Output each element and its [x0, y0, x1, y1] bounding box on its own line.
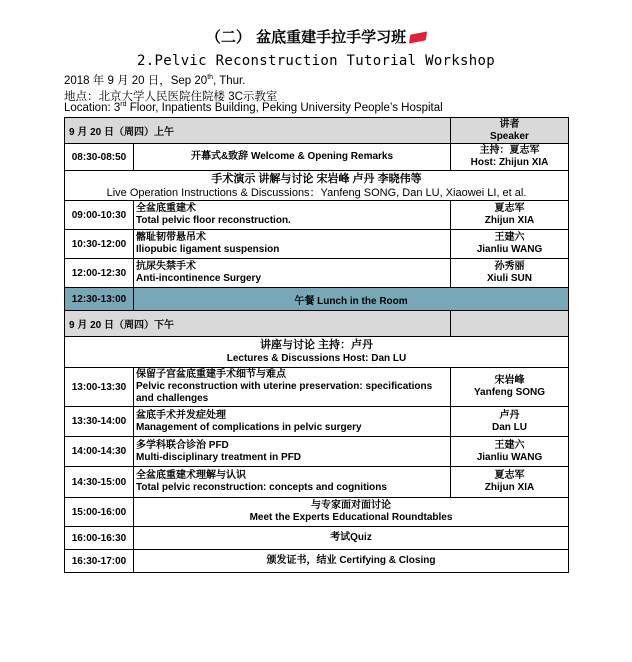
lunch-label: 午餐 Lunch in the Room — [134, 288, 569, 311]
afternoon-header: 9 月 20 日（周四）下午 — [65, 311, 451, 337]
session-speaker: 夏志军 Zhijun XIA — [451, 467, 569, 498]
schedule-table — [64, 117, 569, 573]
workshop-title: （二） 盆底重建手拉手学习班 — [0, 26, 632, 47]
live-operation: 手术演示 讲解与讨论 宋岩峰 卢丹 李晓伟等 Live Operation Instructions & Discussions：Yanfeng SONG, Dan LU, Xiaowei LI, et al. — [65, 171, 569, 201]
experts-row — [65, 498, 569, 527]
session-topic: 保留子宫盆底重建手术细节与难点 Pelvic reconstruction with uterine preservation: specifications and challenges — [134, 368, 451, 407]
lecture-host: 讲座与讨论 主持：卢丹 Lectures & Discussions Host: Dan LU — [65, 337, 569, 368]
date-line: 2018 年 9 月 20 日，Sep 20th, Thur. — [64, 74, 246, 87]
session-speaker: 宋岩峰 Yanfeng SONG — [451, 368, 569, 407]
session-topic: 盆底手术并发症处理 Management of complications in pelvic surgery — [134, 407, 451, 437]
session-row — [65, 259, 569, 288]
session-time: 13:00-13:30 — [65, 368, 134, 407]
session-topic: 颁发证书，结业 Certifying & Closing — [134, 550, 569, 573]
session-time: 10:30-12:00 — [65, 230, 134, 259]
afternoon-header-blank — [451, 311, 569, 337]
morning-header: 9 月 20 日（周四）上午 — [65, 118, 451, 144]
session-speaker: 卢丹 Dan LU — [451, 407, 569, 437]
session-row — [65, 230, 569, 259]
speaker-column-header: 讲者 Speaker — [451, 118, 569, 144]
closing-row — [65, 550, 569, 573]
session-speaker: 王建六 Jianliu WANG — [451, 437, 569, 467]
session-time: 09:00-10:30 — [65, 201, 134, 230]
session-time: 15:00-16:00 — [65, 498, 134, 527]
lecture-row — [65, 337, 569, 368]
session-topic: 髂耻韧带悬吊术 Iliopubic ligament suspension — [134, 230, 451, 259]
session-time: 14:00-14:30 — [65, 437, 134, 467]
session-row — [65, 368, 569, 407]
session-row — [65, 467, 569, 498]
session-time: 16:30-17:00 — [65, 550, 134, 573]
quiz-row — [65, 527, 569, 550]
workshop-subtitle: 2.Pelvic Reconstruction Tutorial Workshop — [137, 53, 495, 69]
opening-row — [65, 144, 569, 171]
session-row — [65, 407, 569, 437]
afternoon-header-row — [65, 311, 569, 337]
flag-icon — [409, 31, 427, 43]
location-en: Location: 3rd Floor, Inpatients Building, Peking University People’s Hospital — [64, 101, 443, 114]
session-time: 12:00-12:30 — [65, 259, 134, 288]
session-speaker: 孙秀丽 Xiuli SUN — [451, 259, 569, 288]
morning-header-row — [65, 118, 569, 144]
session-time: 14:30-15:00 — [65, 467, 134, 498]
session-topic: 多学科联合诊治 PFD Multi-disciplinary treatment in PFD — [134, 437, 451, 467]
session-speaker: 王建六 Jianliu WANG — [451, 230, 569, 259]
session-time: 16:00-16:30 — [65, 527, 134, 550]
session-topic: 全盆底重建术 Total pelvic floor reconstruction. — [134, 201, 451, 230]
session-topic: 抗尿失禁手术 Anti-incontinence Surgery — [134, 259, 451, 288]
session-topic: 考试Quiz — [134, 527, 569, 550]
lunch-time: 12:30-13:00 — [65, 288, 134, 311]
lunch-row — [65, 288, 569, 311]
session-host: 主持：夏志军 Host: Zhijun XIA — [451, 144, 569, 171]
session-time: 08:30-08:50 — [65, 144, 134, 171]
session-topic: 开幕式&致辞 Welcome & Opening Remarks — [134, 144, 451, 171]
session-speaker: 夏志军 Zhijun XIA — [451, 201, 569, 230]
session-topic: 全盆底重建术理解与认识 Total pelvic reconstruction: concepts and cognitions — [134, 467, 451, 498]
session-topic: 与专家面对面讨论 Meet the Experts Educational Roundtables — [134, 498, 569, 527]
session-time: 13:30-14:00 — [65, 407, 134, 437]
session-row — [65, 201, 569, 230]
session-row — [65, 437, 569, 467]
live-operation-row — [65, 171, 569, 201]
location-cn: 地点：北京大学人民医院住院楼 3C示教室 — [64, 91, 278, 103]
